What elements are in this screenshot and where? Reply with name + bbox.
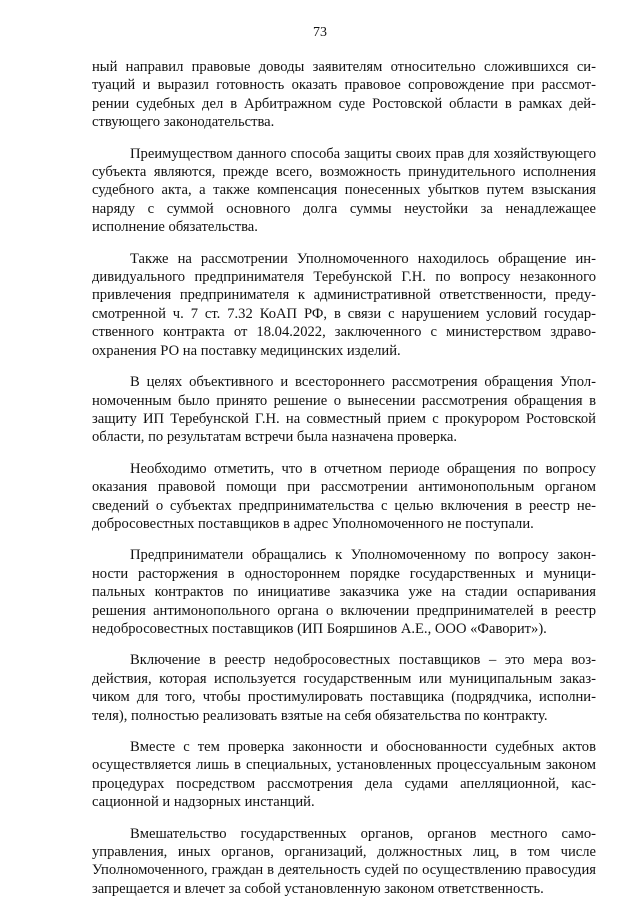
- document-body: [92, 58, 596, 911]
- page-number: 73: [313, 25, 327, 40]
- paragraph-3: Также на рассмотрении Уполномоченного находилось обращение индивидуального предпринимателя Теребунской Г.Н. по вопросу незаконного привлечения предпринимателя к административной ответственности, предусмотренной ч. 7 ст. 7.32 КоАП РФ, в связи с нарушением условий государственного контракта от 18.04.2022, заключенного с министерством здравоохранения РО на поставку медицинских изделий.: [92, 250, 596, 359]
- paragraph-9: Вмешательство государственных органов, органов местного самоуправления, иных органов, организаций, должностных лиц, в том числе Уполномоченного, граждан в деятельность судей по осуществлению правосудия запрещается и влечет за собой установленную законом ответственность.: [92, 825, 596, 897]
- paragraph-5: Необходимо отметить, что в отчетном периоде обращения по вопросу оказания правовой помощи при рассмотрении антимонопольным органом сведений о субъектах предпринимательства с целью включения в реестр недобросовестных поставщиков в адрес Уполномоченного не поступали.: [92, 460, 596, 532]
- paragraph-6: Предприниматели обращались к Уполномоченному по вопросу законности расторжения в одностороннем порядке государственных и муниципальных контрактов по инициативе заказчика уже на стадии оспаривания решения антимонопольного органа о включении предпринимателей в реестр недобросовестных поставщиков (ИП Бояршинов А.Е., ООО «Фаворит»).: [92, 547, 596, 637]
- paragraph-7: Включение в реестр недобросовестных поставщиков – это мера воздействия, которая используется государственным или муниципальным заказчиком для того, чтобы простимулировать поставщика (подрядчика, исполнителя), полностью реализовать взятые на себя обязательства по контракту.: [92, 652, 596, 724]
- paragraph-2: Преимуществом данного способа защиты своих прав для хозяйствующего субъекта являются, прежде всего, возможность принудительного исполнения судебного акта, а также компенсация понесенных убытков путем взыскания наряду с суммой основного долга суммы неустойки за ненадлежащее исполнение обязательства.: [92, 145, 596, 236]
- paragraph-8: Вместе с тем проверка законности и обоснованности судебных актов осуществляется лишь в специальных, установленных процессуальным законом процедурах посредством рассмотрения дела судами апелляционной, кассационной и надзорных инстанций.: [92, 739, 596, 811]
- paragraph-4: В целях объективного и всестороннего рассмотрения обращения Уполномоченным было принято решение о вынесении рассмотрения обращения в защиту ИП Теребунской Г.Н. на совместный прием с прокурором Ростовской области, по результатам встречи была назначена проверка.: [92, 374, 596, 446]
- paragraph-1: ный направил правовые доводы заявителям относительно сложившихся ситуаций и выразил готовность оказать правовое сопровождение при рассмотрении судебных дел в Арбитражном суде Ростовской области в рамках действующего законодательства.: [92, 59, 596, 131]
